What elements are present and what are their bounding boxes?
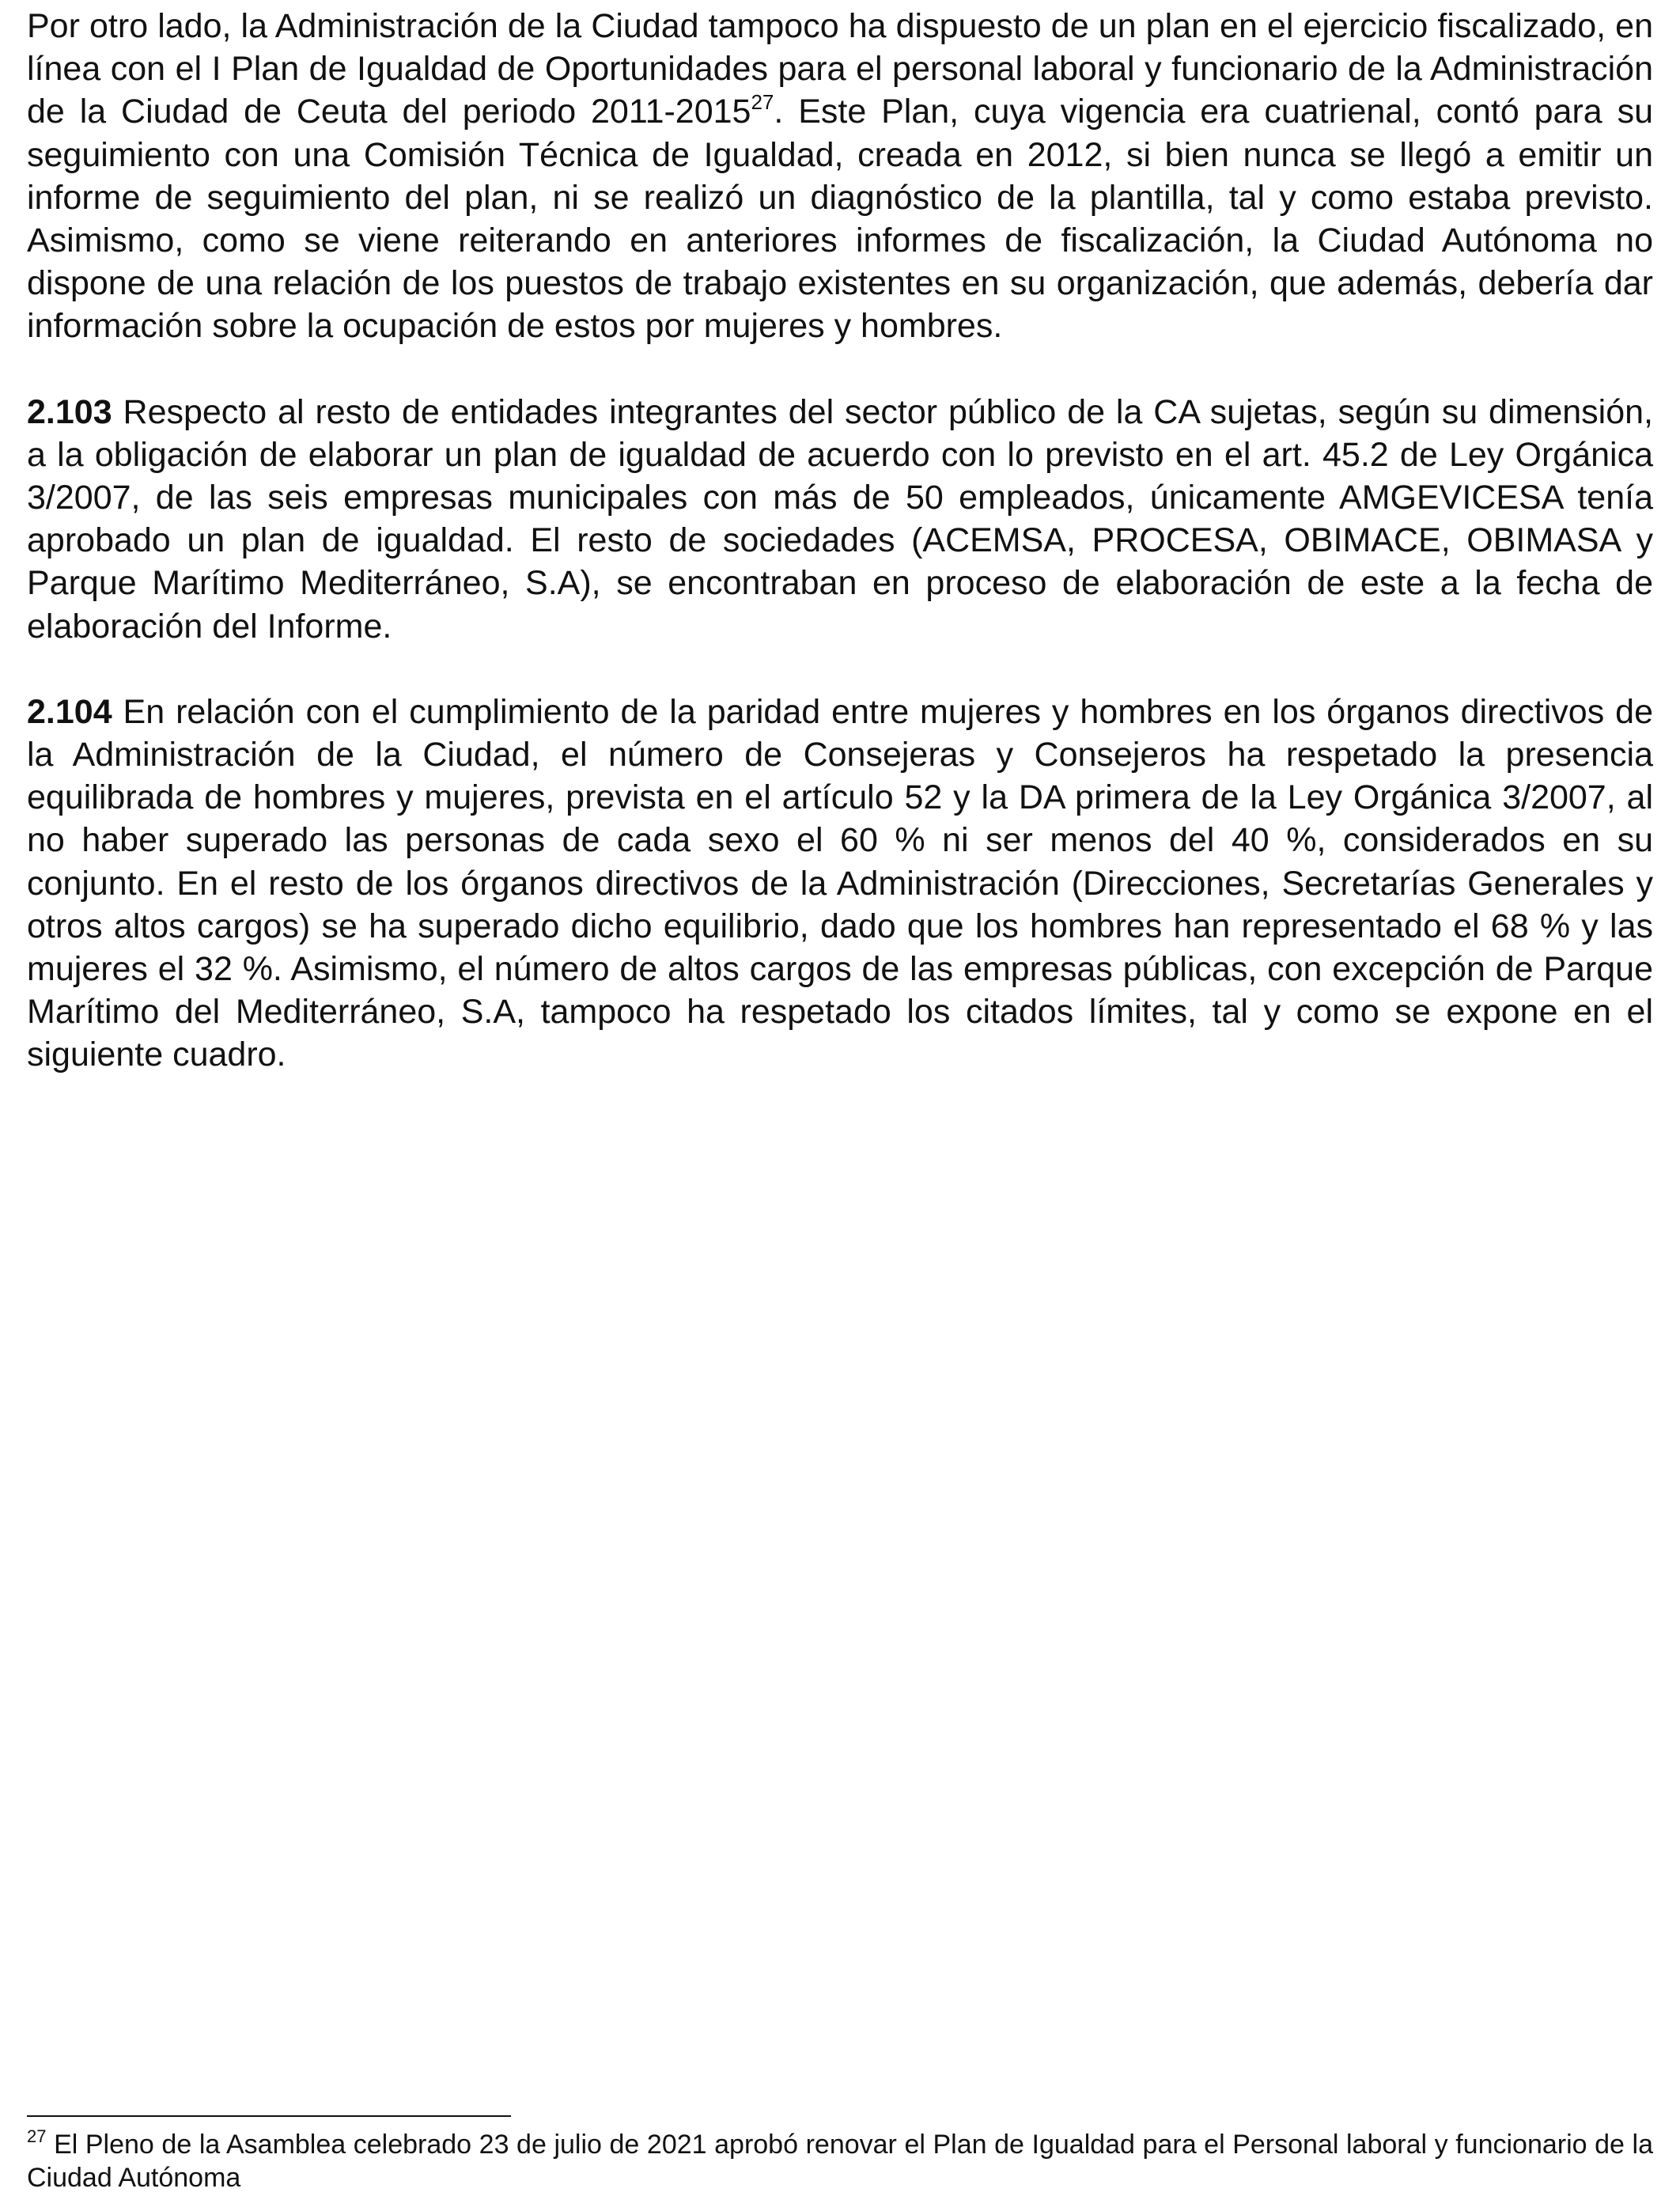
document-body [27,5,1653,1077]
footnote-separator [27,2115,511,2117]
paragraph-text: Respecto al resto de entidades integrantes del sector público de la CA sujetas, según su dimensión, a la obligación de elaborar un plan de igualdad de acuerdo con lo previsto en el art. 45.2 de Ley Orgánica 3/2007, de las seis empresas municipales con más de 50 empleados, únicamente AMGEVICESA tenía aprobado un plan de igualdad. El resto de sociedades (ACEMSA, PROCESA, OBIMACE, OBIMASA y Parque Marítimo Mediterráneo, S.A), se encontraban en proceso de elaboración de este a la fecha de elaboración del Informe. [27,392,1653,646]
footnote-section [27,2115,1653,2194]
paragraph-text-part-1: Por otro lado, la Administración de la Ciudad tampoco ha dispuesto de un plan en el ejercicio fiscalizado, en línea con el I Plan de Igualdad de Oportunidades para el personal laboral y funcionario de la Administración de la Ciudad de Ceuta del periodo 2011-2015 [27,7,1653,131]
footnote-text: El Pleno de la Asamblea celebrado 23 de julio de 2021 aprobó renovar el Plan de Igualdad para el Personal laboral y funcionario de la Ciudad Autónoma [27,2130,1653,2193]
paragraph-text-part-2: . Este Plan, cuya vigencia era cuatrienal, contó para su seguimiento con una Comisión Técnica de Igualdad, creada en 2012, si bien nunca se llegó a emitir un informe de seguimiento del plan, ni se realizó un diagnóstico de la plantilla, tal y como estaba previsto. Asimismo, como se viene reiterando en anteriores informes de fiscalización, la Ciudad Autónoma no dispone de una relación de los puestos de trabajo existentes en su organización, que además, debería dar información sobre la ocupación de estos por mujeres y hombres. [27,93,1653,346]
paragraph-2-103 [27,391,1653,648]
paragraph-number: 2.103 [27,392,112,431]
paragraph-plan-igualdad-ciudad [27,5,1653,348]
paragraph-2-104 [27,691,1653,1077]
footnote-27 [27,2128,1653,2194]
paragraph-number: 2.104 [27,692,112,731]
paragraph-text: En relación con el cumplimiento de la paridad entre mujeres y hombres en los órganos directivos de la Administración de la Ciudad, el número de Consejeras y Consejeros ha respetado la presencia equilibrada de hombres y mujeres, prevista en el artículo 52 y la DA primera de la Ley Orgánica 3/2007, al no haber superado las personas de cada sexo el 60 % ni ser menos del 40 %, considerados en su conjunto. En el resto de los órganos directivos de la Administración (Direcciones, Secretarías Generales y otros altos cargos) se ha superado dicho equilibrio, dado que los hombres han representado el 68 % y las mujeres el 32 %. Asimismo, el número de altos cargos de las empresas públicas, con excepción de Parque Marítimo del Mediterráneo, S.A, tampoco ha respetado los citados límites, tal y como se expone en el siguiente cuadro. [27,692,1653,1074]
footnote-reference[interactable]: 27 [751,90,774,115]
footnote-mark: 27 [27,2126,47,2146]
